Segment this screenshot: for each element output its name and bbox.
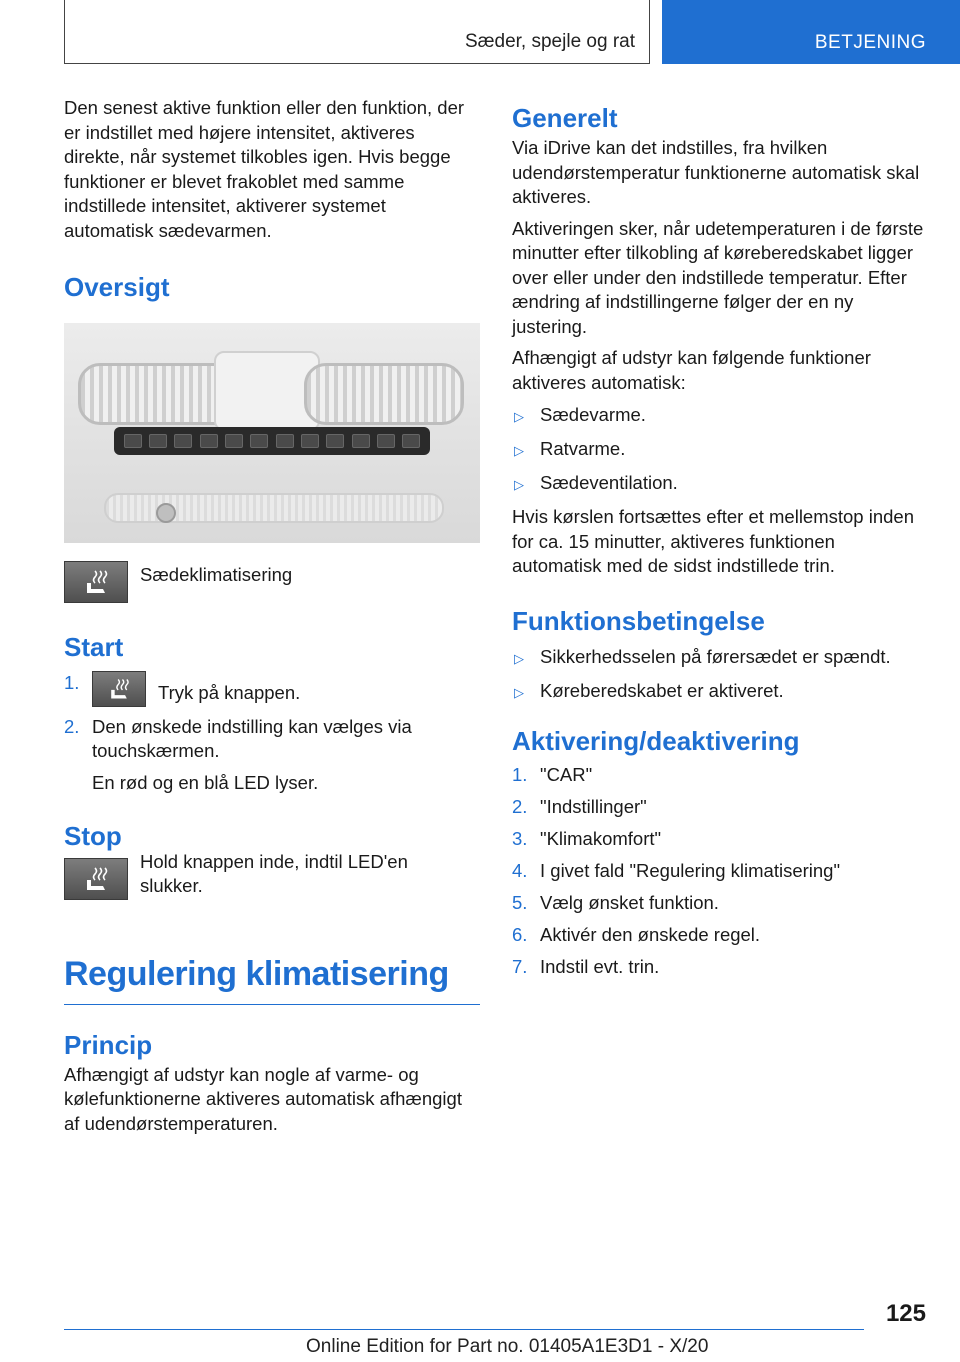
triangle-bullet-icon: ▷	[514, 684, 524, 700]
icon-caption: Sædeklimatisering	[140, 564, 293, 585]
aktivering-steps	[512, 763, 928, 980]
volume-knob	[156, 503, 176, 523]
list-item: ▷ Sikkerhedsselen på førersædet er spændt.	[512, 645, 928, 672]
step-number: 2.	[64, 715, 80, 737]
right-air-vent	[304, 363, 464, 425]
intro-paragraph: Den senest aktive funktion eller den funktion, der er indstillet med højere intensitet, aktiveres direkte, når systemet tilkobles igen. Hvis begge funktioner er blevet frakoblet med samme indstillede intensitet, aktiverer systemet automatisk sædevarmen.	[64, 97, 465, 241]
heading-rule	[64, 1004, 480, 1005]
start-heading: Start	[64, 632, 124, 662]
seat-climate-icon	[64, 561, 128, 603]
left-column	[64, 96, 480, 1136]
triangle-bullet-icon: ▷	[514, 443, 524, 458]
lower-dash-vent	[104, 493, 444, 523]
generelt-paragraph-4: Hvis kørslen fortsættes efter et mellemstop inden for ca. 15 minutter, aktiveres funktionen automatisk med de sidst indstillede trin.	[512, 506, 915, 576]
list-item	[64, 715, 480, 764]
stop-row	[64, 850, 480, 900]
header-section-box	[64, 0, 650, 64]
header-chapter-title: BETJENING	[814, 32, 926, 53]
list-item: 6. Aktivér den ønskede regel.	[512, 924, 761, 945]
seat-climate-icon	[64, 858, 128, 900]
list-item: ▷ Ratvarme.	[512, 437, 928, 464]
funktion-heading: Funktionsbetingelse	[512, 605, 765, 636]
princip-paragraph: Afhængigt af udstyr kan nogle af varme- og kølefunktionerne aktiveres automatisk afhængigt af udendørstemperaturen.	[64, 1063, 462, 1134]
triangle-bullet-icon: ▷	[514, 650, 524, 666]
step-number: 1.	[64, 672, 80, 693]
list-item	[64, 671, 480, 707]
condition-list	[512, 645, 928, 706]
step-text: Tryk på knappen.	[158, 682, 301, 703]
list-item: ▷ Sædeventilation.	[512, 471, 928, 498]
start-note: En rød og en blå LED lyser.	[92, 772, 319, 793]
list-item: 7. Indstil evt. trin.	[512, 956, 660, 977]
footer-edition: Online Edition for Part no. 01405A1E3D1 - X/20	[306, 1336, 709, 1357]
generelt-paragraph-2: Aktiveringen sker, når udetemperaturen i de første minutter efter tilkobling af køreberedskabet ligger over eller under den indstillede temperatur. Efter ændring af indstillingerne følger der en ny justering.	[512, 217, 924, 337]
step-text: Den ønskede indstilling kan vælges via touchskærmen.	[92, 715, 412, 761]
list-item: 2. "Indstillinger"	[512, 796, 647, 817]
list-item: 3. "Klimakomfort"	[512, 828, 662, 849]
stop-text: Hold knappen inde, indtil LED'en slukker.	[140, 850, 408, 896]
list-item: 4. I givet fald "Regulering klimatisering"	[512, 860, 841, 881]
oversigt-heading: Oversigt	[64, 272, 170, 302]
climate-button-strip	[114, 427, 430, 455]
icon-caption-row	[64, 561, 480, 603]
page-header	[0, 0, 960, 66]
triangle-bullet-icon: ▷	[514, 409, 524, 424]
list-item: 1. "CAR"	[512, 764, 593, 785]
start-steps	[64, 671, 480, 764]
header-chapter-tab	[662, 0, 960, 64]
regulering-heading: Regulering klimatisering	[64, 954, 449, 993]
list-item: 5. Vælg ønsket funktion.	[512, 892, 719, 913]
right-column	[512, 96, 928, 987]
auto-functions-list	[512, 403, 928, 498]
princip-heading: Princip	[64, 1029, 153, 1060]
triangle-bullet-icon: ▷	[514, 477, 524, 492]
header-section-title: Sæder, spejle og rat	[464, 31, 635, 52]
generelt-paragraph-3: Afhængigt af udstyr kan følgende funktioner aktiveres automatisk:	[512, 347, 871, 393]
generelt-paragraph-1: Via iDrive kan det indstilles, fra hvilken udendørstemperatur funktionerne automatisk skal aktiveres.	[512, 137, 920, 207]
list-item: ▷ Køreberedskabet er aktiveret.	[512, 679, 928, 706]
seat-climate-button-icon	[92, 671, 146, 707]
climate-panel-photo	[64, 323, 480, 543]
generelt-heading: Generelt	[512, 103, 618, 133]
stop-heading: Stop	[64, 820, 122, 851]
aktivering-heading: Aktivering/deaktivering	[512, 726, 800, 756]
page-number: 125	[885, 1300, 926, 1327]
list-item: ▷ Sædevarme.	[512, 403, 928, 430]
footer-rule	[64, 1329, 864, 1330]
